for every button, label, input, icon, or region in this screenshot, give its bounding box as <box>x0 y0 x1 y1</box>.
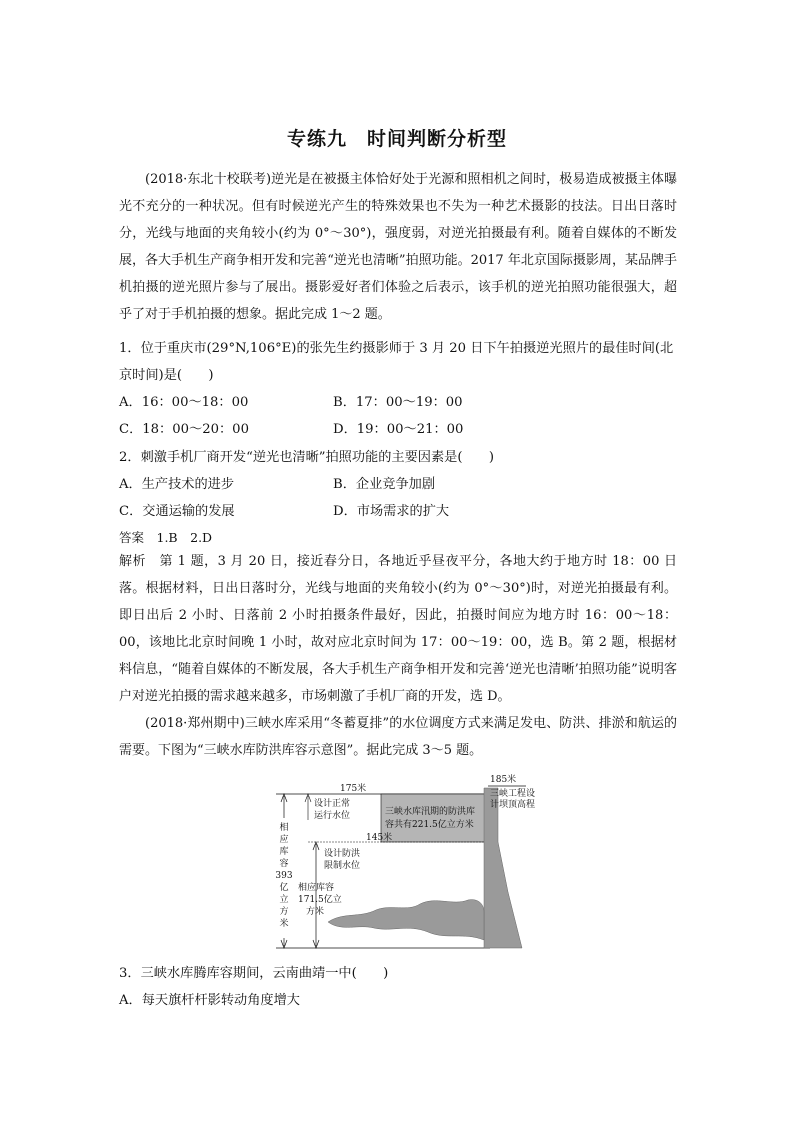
answer-line: 答案 1.B 2.D <box>119 530 213 545</box>
label-inner-2: 171.5亿立 <box>298 895 342 905</box>
q2-stem: 2．刺激手机厂商开发“逆光也清晰”拍照功能的主要因素是( ) <box>119 450 495 465</box>
label-175: 175米 <box>340 784 367 794</box>
q1-stem-line1: 1．位于重庆市(29°N,106°E)的张先生约摄影师于 3 月 20 日下午拍摄逆光照片的最佳时间(北 <box>119 341 674 356</box>
page-title: 专练九 时间判断分析型 <box>286 128 507 150</box>
label-185: 185米 <box>490 775 517 785</box>
intro-passage-2: (2018·郑州期中)三峡水库采用“冬蓄夏排”的水位调度方式来满足发电、防洪、排淤和航运的需要。下图为“三峡水库防洪库容示意图”。据此完成 3～5 题。 <box>119 716 677 758</box>
q1-stem-line2: 京时间)是( ) <box>119 368 214 383</box>
label-limit-1: 设计防洪 <box>324 849 361 859</box>
label-normal-2: 运行水位 <box>314 811 351 821</box>
left-char-7: 方 <box>279 907 289 917</box>
q3-option-a[interactable]: A．每天旗杆杆影转动角度增大 <box>119 993 300 1008</box>
sediment-shape <box>328 900 484 940</box>
left-char-8: 米 <box>279 919 289 929</box>
left-char-1: 应 <box>279 835 289 845</box>
flood-storage-block <box>381 794 489 842</box>
label-inner-1: 相应库容 <box>298 883 335 893</box>
q1-option-d[interactable]: D．19：00～21：00 <box>333 422 464 437</box>
three-gorges-reservoir-diagram <box>268 772 536 952</box>
left-char-2: 库 <box>279 847 289 857</box>
label-flood-1: 三峡水库汛期的防洪库 <box>385 807 476 817</box>
label-normal-1: 设计正常 <box>314 799 351 809</box>
reservoir-diagram-svg <box>268 772 536 952</box>
left-char-0: 相 <box>279 823 289 833</box>
left-char-3: 容 <box>279 859 289 869</box>
label-145: 145米 <box>366 833 393 843</box>
intro-passage-1: (2018·东北十校联考)逆光是在被摄主体恰好处于光源和照相机之间时，极易造成被摄主体曝光不充分的一种状况。但有时候逆光产生的特殊效果也不失为一种艺术摄影的技法。日出日落时分，光线与地面的夹角较小(约为 0°～30°)，强度弱，对逆光拍摄最有利。随着自媒体的不断发展，各大手机生产商争相开发和完善“逆光也清晰”拍照功能。2017 年北京国际摄影周，某品牌手机拍摄的逆光照片参与了展出。摄影爱好者们体验之后表示，该手机的逆光拍照功能很强大，超乎了对于手机拍摄的想象。据此完成 1～2 题。 <box>119 172 677 322</box>
label-limit-2: 限制水位 <box>324 861 361 871</box>
q1-option-b[interactable]: B．17：00～19：00 <box>333 395 463 410</box>
label-flood-2: 容共有221.5亿立方米 <box>385 820 474 830</box>
left-char-6: 立 <box>279 895 289 905</box>
q3-stem: 3．三峡水库腾库容期间，云南曲靖一中( ) <box>119 966 389 981</box>
q2-option-a[interactable]: A．生产技术的进步 <box>119 477 235 492</box>
q2-option-d[interactable]: D．市场需求的扩大 <box>333 504 450 519</box>
left-vertical-label <box>272 818 296 938</box>
q2-option-c[interactable]: C．交通运输的发展 <box>119 504 235 519</box>
analysis-passage: 解析 第 1 题，3 月 20 日，接近春分日，各地近乎昼夜平分，各地大约于地方时 18：00 日落。根据材料，日出日落时分，光线与地面的夹角较小(约为 0°～30°)时，对逆光拍摄最有利。即日出后 2 小时、日落前 2 小时拍摄条件最好，因此，拍摄时间应为地方时 16：00～18：00，该地比北京时间晚 1 小时，故对应北京时间为 17：00～19：00，选 B。第 2 题，根据材料信息，“随着自媒体的不断发展，各大手机生产商争相开发和完善‘逆光也清晰’拍照功能”说明客户对逆光拍摄的需求越来越多，市场刺激了手机厂商的开发，选 D。 <box>119 554 677 704</box>
q1-option-c[interactable]: C．18：00～20：00 <box>119 422 249 437</box>
label-dam-1: 三峡工程设 <box>490 789 536 799</box>
q2-option-b[interactable]: B．企业竞争加剧 <box>333 477 436 492</box>
left-char-4: 393 <box>275 871 293 881</box>
q1-option-a[interactable]: A．16：00～18：00 <box>119 395 249 410</box>
left-char-5: 亿 <box>279 883 289 893</box>
label-dam-2: 计坝顶高程 <box>490 800 536 810</box>
dam-shape <box>484 788 522 948</box>
label-inner-3: 方米 <box>306 907 325 917</box>
